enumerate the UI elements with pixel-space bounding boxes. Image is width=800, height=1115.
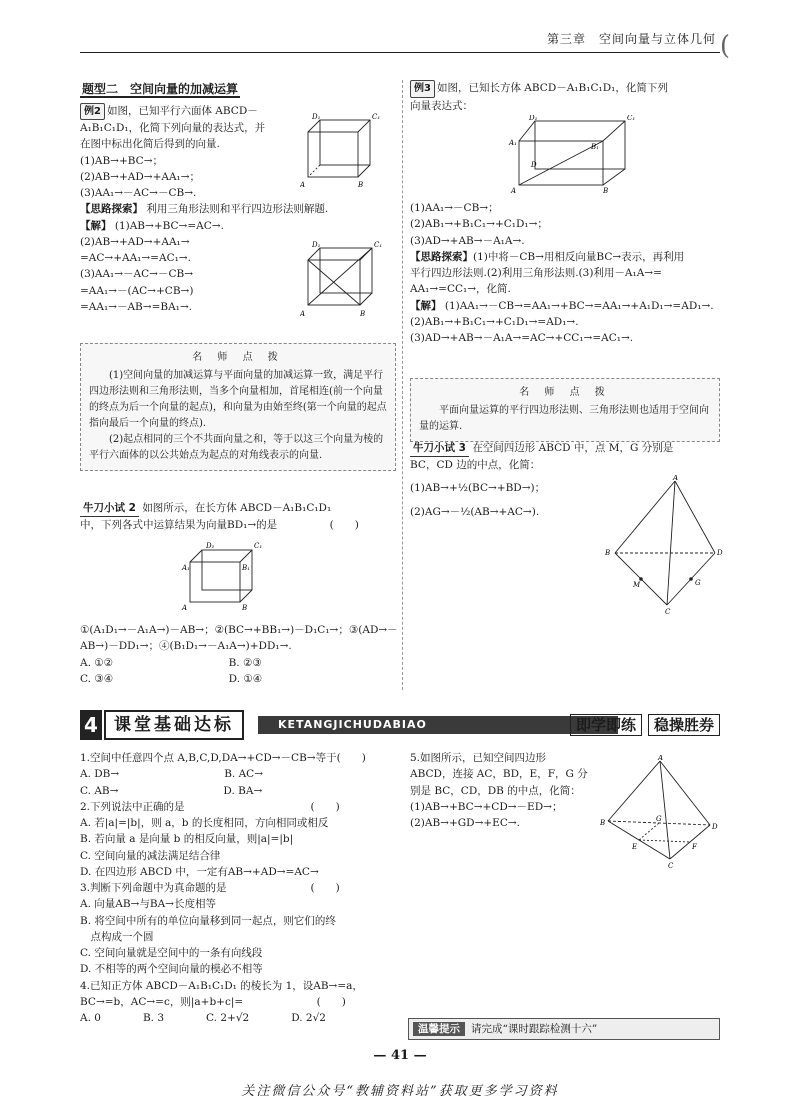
svg-text:C₁: C₁ <box>372 113 381 121</box>
svg-text:D: D <box>531 161 537 169</box>
reminder-box <box>408 1018 720 1040</box>
ex3-item: (2)AB₁→+B₁C₁→+C₁D₁→； <box>410 218 548 231</box>
footer-note: 关注微信公众号“教辅资料站”获取更多学习资料 <box>241 1084 559 1099</box>
exercise-line: 点构成一个圆 <box>80 930 154 943</box>
sol-line: =AA₁→－(AC→+CB→) <box>80 284 194 297</box>
svg-text:B: B <box>603 187 609 195</box>
banner-slogan <box>564 710 720 740</box>
example-3 <box>410 80 720 114</box>
sol-line: (3)AA₁→－AC→－CB→ <box>80 268 194 281</box>
trial-2-options <box>80 622 396 687</box>
exercise-line: A. 0 B. 3 C. 2+√2 D. 2√2 <box>80 1012 326 1025</box>
banner-title: 课堂基础达标 <box>104 710 244 740</box>
svg-text:D₁: D₁ <box>312 113 321 121</box>
svg-text:M: M <box>633 581 641 589</box>
ex3-line: 如图，已知长方体 ABCD－A₁B₁C₁D₁，化简下列 <box>436 82 668 94</box>
sol-line: (1)AA₁→－CB→=AA₁→+BC→=AA₁→+A₁D₁→=AD₁→. <box>444 299 714 312</box>
exercises-left <box>80 750 396 1027</box>
sol-line: (2)AB→+AD→+AA₁→ <box>80 235 190 248</box>
trial-3-tag: 牛刀小试 3 <box>410 440 469 457</box>
exercise-line: B. 若向量 a 是向量 b 的相反向量，则|a|=|b| <box>80 833 294 846</box>
cuboid-figure <box>180 540 270 612</box>
svg-text:E: E <box>632 843 638 851</box>
svg-text:C₁: C₁ <box>254 542 263 550</box>
svg-text:D₁: D₁ <box>206 542 215 550</box>
svg-text:A: A <box>300 310 306 318</box>
exercise-line: 5.如图所示，已知空间四边形 <box>410 752 547 764</box>
svg-text:B: B <box>600 819 606 827</box>
exercise-line: BC→=b，AC→=c，则|a+b+c|= ( ) <box>80 995 346 1008</box>
tip-box-left <box>80 343 396 471</box>
svg-text:B: B <box>605 549 611 557</box>
exercise-line: 4.已知正方体 ABCD－A₁B₁C₁D₁ 的棱长为 1，设AB→=a， <box>80 979 363 992</box>
svg-text:C₁: C₁ <box>627 115 635 122</box>
think-label: 【思路探索】 <box>80 203 143 216</box>
trial-option-line: A. ①② B. ②③ <box>80 656 262 669</box>
think-line: (1)中将－CB→用相反向量BC→表示，再利用 <box>473 250 685 263</box>
tetrahedron-figure-2 <box>600 755 720 870</box>
example-2-tag: 例2 <box>80 103 105 121</box>
ex2-line: (1)AB→+BC→； <box>80 154 164 167</box>
ex3-item: (1)AA₁→－CB→； <box>410 202 499 214</box>
ex2-line: 在图中标出化简后得到的向量. <box>80 138 220 151</box>
ex2-line: A₁B₁C₁D₁，化简下列向量的表达式，并 <box>80 122 266 135</box>
banner-number: 4 <box>80 710 102 740</box>
solution-label: 【解】 <box>80 219 112 232</box>
parallelepiped-figure-2 <box>300 240 392 320</box>
tip-paragraph: (1)空间向量的加减运算与平面向量的加减运算一致，满足平行四边形法则和三角形法则，当多个向量相加，首尾相连(前一个向量的终点为后一个向量的起点)，和向量为由始至终(第一个向量的起点指向最后一个向量的终点). <box>89 370 387 429</box>
svg-text:A: A <box>658 755 664 762</box>
tip-title: 名 师 点 拨 <box>192 352 284 363</box>
example-3-tag: 例3 <box>410 80 435 98</box>
svg-text:D: D <box>712 823 718 831</box>
exercise-line: C. 空间向量就是空间中的一条有向线段 <box>80 947 263 960</box>
trial-option-line: AB→)－DD₁→；④(B₁D₁→－A₁A→)+DD₁→. <box>80 640 292 653</box>
svg-text:C: C <box>665 608 671 615</box>
sol-line: (2)AB₁→+B₁C₁→+C₁D₁→=AD₁→. <box>410 315 579 328</box>
section-title: 题型二 空间向量的加减运算 <box>82 82 239 96</box>
exercise-line: D. 不相等的两个空间向量的模必不相等 <box>80 963 263 976</box>
svg-text:A: A <box>511 187 517 195</box>
ex3-line: 向量表达式： <box>410 99 473 112</box>
ex2-line: (3)AA₁→－AC→－CB→. <box>80 187 197 200</box>
banner-slogan-1: 即学即练 <box>570 714 642 736</box>
tip-box-right <box>410 378 720 442</box>
trial-2-tag: 牛刀小试 2 <box>80 500 139 517</box>
sol-line: (3)AD→+AB→－A₁A→=AC→+CC₁→=AC₁→. <box>410 332 634 345</box>
svg-text:D: D <box>717 549 723 557</box>
reminder-label: 温馨提示 <box>413 1022 465 1036</box>
exercise-line: 3.判断下列命题中为真命题的是 ( ) <box>80 882 340 895</box>
svg-text:C₁: C₁ <box>374 241 383 249</box>
banner-pinyin: KETANGJICHUDABIAO <box>258 716 618 734</box>
exercise-line: 1.空间中任意四个点 A,B,C,D,DA→+CD→－CB→等于( ) <box>80 752 366 764</box>
header-decoration: ( <box>719 31 730 61</box>
svg-text:G: G <box>656 815 662 823</box>
exercise-line: A. DB→ B. AC→ <box>80 768 263 781</box>
svg-text:A: A <box>300 181 306 189</box>
ex2-line: 如图，已知平行六面体 ABCD－ <box>106 104 258 117</box>
trial-option-line: C. ③④ D. ①④ <box>80 672 263 685</box>
svg-text:G: G <box>695 579 701 587</box>
exercise-line: C. 空间向量的减法满足结合律 <box>80 849 221 862</box>
exercise-line: B. 将空间中所有的单位向量移到同一起点，则它们的终 <box>80 914 336 927</box>
tetrahedron-figure <box>605 475 725 615</box>
exercise-line: A. 若|a|=|b|，则 a，b 的长度相同，方向相同或相反 <box>80 817 329 830</box>
think-line: AA₁→=CC₁→，化简. <box>410 283 511 296</box>
svg-text:A₁: A₁ <box>182 564 190 572</box>
sol-line: =AC→+AA₁→=AC₁→. <box>80 252 191 265</box>
section-banner <box>80 710 720 740</box>
svg-text:B: B <box>360 310 366 318</box>
tip-paragraph: 平面向量运算的平行四边形法则、三角形法则也适用于空间向量的运算. <box>419 405 709 432</box>
trial-line: BC，CD 边的中点，化简： <box>410 459 541 472</box>
exercise-line: (1)AB→+BC→+CD→－ED→； <box>410 800 563 813</box>
cuboid-figure-ex3 <box>505 115 635 195</box>
exercise-line: (2)AB→+GD→+EC→. <box>410 817 521 830</box>
trial-option-line: ①(A₁D₁→－A₁A→)－AB→；②(BC→+BB₁→)－D₁C₁→；③(AD→－ <box>80 624 398 636</box>
exercise-line: D. 在四边形 ABCD 中，一定有AB→+AD→=AC→ <box>80 865 319 878</box>
exercise-line: C. AB→ D. BA→ <box>80 784 263 797</box>
page-number: — 41 — <box>373 1048 427 1063</box>
trial-line: (1)AB→+½(BC→+BD→)； <box>410 481 546 494</box>
ex2-line: (2)AB→+AD→+AA₁→； <box>80 170 201 183</box>
parallelepiped-figure-1 <box>300 110 392 190</box>
exercise-line: A. 向量AB→与BA→长度相等 <box>80 898 216 911</box>
svg-text:B₁: B₁ <box>591 143 599 151</box>
column-divider <box>402 80 403 690</box>
trial-2 <box>80 500 396 534</box>
think-line: 平行四边形法则.(2)利用三角形法则.(3)利用－A₁A→= <box>410 267 662 280</box>
running-header: 第三章 空间向量与立体几何 <box>546 32 716 46</box>
tip-title: 名 师 点 拨 <box>519 387 611 398</box>
trial-line: 如图所示，在长方体 ABCD－A₁B₁C₁D₁ <box>142 502 332 514</box>
trial-line: (2)AG→－½(AB→+AC→). <box>410 505 540 518</box>
think-label: 【思路探索】 <box>410 250 473 263</box>
svg-text:B: B <box>242 604 248 612</box>
tip-paragraph: (2)起点相同的三个不共面向量之和，等于以这三个向量为棱的平行六面体的以公共始点为起点的对角线表示的向量. <box>89 434 384 461</box>
header-rule <box>80 52 720 53</box>
svg-text:D₁: D₁ <box>529 115 538 122</box>
svg-text:A: A <box>673 475 679 482</box>
svg-text:C: C <box>668 862 674 870</box>
trial-line: 在空间四边形 ABCD 中，点 M，G 分别是 <box>472 442 674 454</box>
sol-line: =AA₁→－AB→=BA₁→. <box>80 301 193 314</box>
svg-text:B₁: B₁ <box>242 564 250 572</box>
ex3-item: (3)AD→+AB→－A₁A→. <box>410 234 525 247</box>
sol-line: (1)AB→+BC→=AC→. <box>114 219 224 232</box>
trial-line: 中，下列各式中运算结果为向量BD₁→的是 ( ) <box>80 519 359 532</box>
exercise-line: 别是 BC，CD，DB 的中点，化简： <box>410 784 581 797</box>
solution-label: 【解】 <box>410 299 442 312</box>
banner-slogan-2: 稳操胜券 <box>648 714 720 736</box>
example-3-body <box>410 200 720 346</box>
reminder-text: 请完成“课时跟踪检测十六” <box>471 1023 598 1035</box>
think-text: 利用三角形法则和平行四边形法则解题. <box>146 203 329 216</box>
svg-text:D₁: D₁ <box>312 241 321 249</box>
svg-text:A₁: A₁ <box>509 139 517 147</box>
svg-text:B: B <box>358 181 364 189</box>
svg-text:F: F <box>692 843 697 851</box>
exercise-line: ABCD，连接 AC，BD，E，F，G 分 <box>410 768 588 781</box>
svg-text:A: A <box>182 604 188 612</box>
exercise-line: 2.下列说法中正确的是 ( ) <box>80 800 340 813</box>
exercises-right <box>410 750 600 831</box>
